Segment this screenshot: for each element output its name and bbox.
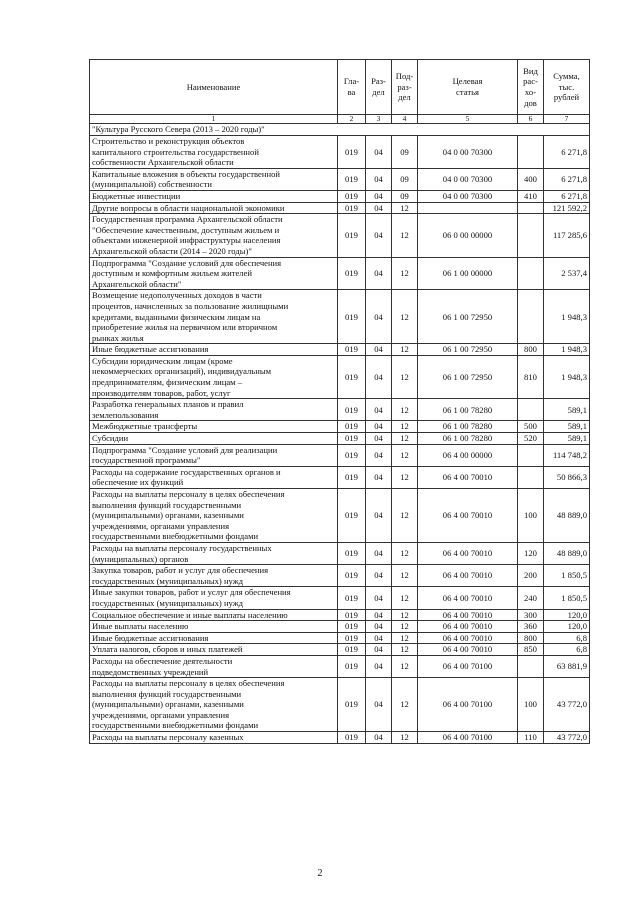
row-section: 04 [366, 214, 392, 257]
row-name: Строительство и реконструкция объектов капитального строительства государственной собственности Архангельской области [90, 136, 338, 169]
row-expense: 800 [518, 632, 544, 644]
row-target: 06 1 00 00000 [418, 257, 518, 290]
row-subsection: 12 [392, 609, 418, 621]
row-subsection: 12 [392, 732, 418, 744]
row-name: Расходы на содержание государственных органов и обеспечение их функций [90, 466, 338, 488]
row-name: Закупка товаров, работ и услуг для обеспечения государственных (муниципальных) нужд [90, 565, 338, 587]
row-chapter: 019 [338, 433, 366, 445]
row-chapter: 019 [338, 632, 366, 644]
row-subsection: 12 [392, 421, 418, 433]
row-sum: 120,0 [544, 609, 590, 621]
table-row [90, 257, 590, 290]
row-expense [518, 466, 544, 488]
row-subsection: 12 [392, 399, 418, 421]
row-target: 06 4 00 70010 [418, 621, 518, 633]
table-row [90, 344, 590, 356]
table-row [90, 587, 590, 609]
row-target: 06 4 00 70010 [418, 632, 518, 644]
row-expense: 240 [518, 587, 544, 609]
row-subsection: 12 [392, 433, 418, 445]
row-chapter: 019 [338, 421, 366, 433]
row-expense: 500 [518, 421, 544, 433]
row-sum: 2 537,4 [544, 257, 590, 290]
row-name: Подпрограмма "Создание условий для реализации государственной программы" [90, 444, 338, 466]
table-row [90, 732, 590, 744]
row-sum: 6 271,8 [544, 190, 590, 202]
table-row [90, 632, 590, 644]
row-sum: 43 772,0 [544, 732, 590, 744]
row-name: Государственная программа Архангельской области "Обеспечение качественным, доступным жильем и объектами инженерной инфраструктуры населения Архангельской области (2014 – 2020 годы)" [90, 214, 338, 257]
row-expense: 360 [518, 621, 544, 633]
row-section: 04 [366, 290, 392, 344]
table-row [90, 565, 590, 587]
row-expense [518, 214, 544, 257]
row-target: 06 4 00 70010 [418, 489, 518, 543]
row-sum: 1 850,5 [544, 565, 590, 587]
row-target: 06 4 00 70100 [418, 732, 518, 744]
row-target: 06 4 00 70100 [418, 655, 518, 677]
row-sum: 6,8 [544, 644, 590, 656]
row-chapter: 019 [338, 655, 366, 677]
row-section: 04 [366, 655, 392, 677]
row-target: 06 4 00 70010 [418, 644, 518, 656]
row-target: 06 0 00 00000 [418, 214, 518, 257]
row-name: Субсидии юридическим лицам (кроме некоммерческих организаций), индивидуальным предпринимателям, физическим лицам – производителям товаров, работ, услуг [90, 355, 338, 398]
row-name: Расходы на выплаты персоналу в целях обеспечения выполнения функций государственными (муниципальными) органами, казенными учреждениями, органами управления государственными внебюджетными фондами [90, 678, 338, 732]
row-section: 04 [366, 632, 392, 644]
row-expense: 810 [518, 355, 544, 398]
row-subsection: 12 [392, 632, 418, 644]
row-expense [518, 290, 544, 344]
row-chapter: 019 [338, 399, 366, 421]
column-number: 2 [338, 115, 366, 124]
row-expense: 300 [518, 609, 544, 621]
row-sum: 6 271,8 [544, 168, 590, 190]
row-target [418, 202, 518, 214]
row-target: 06 4 00 70010 [418, 542, 518, 564]
row-name: Иные бюджетные ассигнования [90, 632, 338, 644]
column-number: 7 [544, 115, 590, 124]
row-name: Бюджетные инвестиции [90, 190, 338, 202]
row-section: 04 [366, 489, 392, 543]
row-name: Подпрограмма "Создание условий для обеспечения доступным и комфортным жильем жителей Архангельской области" [90, 257, 338, 290]
row-subsection: 12 [392, 344, 418, 356]
row-chapter: 019 [338, 355, 366, 398]
column-number: 5 [418, 115, 518, 124]
row-target: 06 4 00 70010 [418, 565, 518, 587]
row-sum: 589,1 [544, 433, 590, 445]
row-target: 04 0 00 70300 [418, 190, 518, 202]
table-row [90, 399, 590, 421]
row-subsection: 12 [392, 290, 418, 344]
row-chapter: 019 [338, 678, 366, 732]
row-section: 04 [366, 621, 392, 633]
row-sum: 1 948,3 [544, 355, 590, 398]
row-sum: 63 881,9 [544, 655, 590, 677]
row-subsection: 09 [392, 190, 418, 202]
row-subsection: 12 [392, 214, 418, 257]
row-sum: 6,8 [544, 632, 590, 644]
row-section: 04 [366, 433, 392, 445]
row-expense: 400 [518, 168, 544, 190]
row-chapter: 019 [338, 190, 366, 202]
row-section: 04 [366, 678, 392, 732]
table-row [90, 542, 590, 564]
row-section: 04 [366, 190, 392, 202]
row-expense: 100 [518, 489, 544, 543]
row-section: 04 [366, 421, 392, 433]
row-chapter: 019 [338, 344, 366, 356]
row-expense: 850 [518, 644, 544, 656]
row-target: 04 0 00 70300 [418, 136, 518, 169]
table-row [90, 168, 590, 190]
table-row [90, 202, 590, 214]
row-section: 04 [366, 344, 392, 356]
table-row [90, 136, 590, 169]
row-target: 06 4 00 70010 [418, 609, 518, 621]
header-target: Целевая статья [418, 60, 518, 115]
row-sum: 1 948,3 [544, 344, 590, 356]
row-chapter: 019 [338, 732, 366, 744]
title-row [90, 124, 590, 136]
table-row [90, 444, 590, 466]
row-chapter: 019 [338, 609, 366, 621]
row-sum: 117 285,6 [544, 214, 590, 257]
row-chapter: 019 [338, 214, 366, 257]
row-expense: 800 [518, 344, 544, 356]
row-section: 04 [366, 136, 392, 169]
row-chapter: 019 [338, 168, 366, 190]
table-row [90, 355, 590, 398]
row-section: 04 [366, 466, 392, 488]
row-subsection: 12 [392, 542, 418, 564]
row-section: 04 [366, 168, 392, 190]
row-name: Иные закупки товаров, работ и услуг для обеспечения государственных (муниципальных) нужд [90, 587, 338, 609]
header-subsection: Под- раз- дел [392, 60, 418, 115]
table-row [90, 214, 590, 257]
row-name: Расходы на обеспечение деятельности подведомственных учреждений [90, 655, 338, 677]
table-header [90, 60, 590, 124]
row-section: 04 [366, 542, 392, 564]
column-number: 4 [392, 115, 418, 124]
row-subsection: 12 [392, 587, 418, 609]
row-sum: 50 866,3 [544, 466, 590, 488]
row-expense [518, 202, 544, 214]
table-row [90, 678, 590, 732]
row-subsection: 12 [392, 655, 418, 677]
row-target: 06 1 00 72950 [418, 355, 518, 398]
row-chapter: 019 [338, 542, 366, 564]
header-expense: Вид рас- хо- дов [518, 60, 544, 115]
row-target: 06 1 00 78280 [418, 399, 518, 421]
row-expense: 110 [518, 732, 544, 744]
row-subsection: 12 [392, 257, 418, 290]
row-sum: 48 889,0 [544, 542, 590, 564]
row-name: Капитальные вложения в объекты государственной (муниципальной) собственности [90, 168, 338, 190]
row-expense [518, 399, 544, 421]
program-title: "Культура Русского Севера (2013 – 2020 годы)" [90, 124, 590, 136]
row-expense: 520 [518, 433, 544, 445]
header-chapter: Гла- ва [338, 60, 366, 115]
row-expense: 200 [518, 565, 544, 587]
table-row [90, 421, 590, 433]
row-sum: 48 889,0 [544, 489, 590, 543]
row-subsection: 09 [392, 136, 418, 169]
row-chapter: 019 [338, 565, 366, 587]
row-chapter: 019 [338, 644, 366, 656]
table-row [90, 290, 590, 344]
row-chapter: 019 [338, 136, 366, 169]
page-number: 2 [317, 868, 323, 879]
row-expense [518, 136, 544, 169]
table-row [90, 609, 590, 621]
row-section: 04 [366, 732, 392, 744]
table-row [90, 466, 590, 488]
column-number-row [90, 115, 590, 124]
row-section: 04 [366, 257, 392, 290]
table-row [90, 433, 590, 445]
row-chapter: 019 [338, 257, 366, 290]
row-name: Социальное обеспечение и иные выплаты населению [90, 609, 338, 621]
row-name: Межбюджетные трансферты [90, 421, 338, 433]
row-name: Субсидии [90, 433, 338, 445]
row-expense: 120 [518, 542, 544, 564]
row-name: Иные выплаты населению [90, 621, 338, 633]
table-row [90, 621, 590, 633]
row-target: 06 1 00 72950 [418, 344, 518, 356]
row-subsection: 12 [392, 489, 418, 543]
row-chapter: 019 [338, 444, 366, 466]
table-row [90, 644, 590, 656]
table-row [90, 489, 590, 543]
column-number: 1 [90, 115, 338, 124]
row-name: Уплата налогов, сборов и иных платежей [90, 644, 338, 656]
row-chapter: 019 [338, 466, 366, 488]
row-name: Возмещение недополученных доходов в части процентов, начисленных за пользование жилищными кредитами, выданными физическим лицам на приобретение жилья на первичном или вторичном рынках жилья [90, 290, 338, 344]
header-sum: Сумма, тыс. рублей [544, 60, 590, 115]
row-target: 04 0 00 70300 [418, 168, 518, 190]
row-sum: 43 772,0 [544, 678, 590, 732]
row-expense: 100 [518, 678, 544, 732]
row-section: 04 [366, 399, 392, 421]
row-expense [518, 257, 544, 290]
row-subsection: 12 [392, 644, 418, 656]
header-name: Наименование [90, 60, 338, 115]
column-number: 6 [518, 115, 544, 124]
table-row [90, 190, 590, 202]
row-sum: 120,0 [544, 621, 590, 633]
column-number: 3 [366, 115, 392, 124]
row-section: 04 [366, 644, 392, 656]
row-subsection: 12 [392, 355, 418, 398]
row-subsection: 09 [392, 168, 418, 190]
row-chapter: 019 [338, 202, 366, 214]
budget-table [89, 59, 590, 744]
header-section: Раз- дел [366, 60, 392, 115]
row-sum: 589,1 [544, 421, 590, 433]
row-target: 06 1 00 78280 [418, 433, 518, 445]
row-subsection: 12 [392, 565, 418, 587]
row-subsection: 12 [392, 202, 418, 214]
row-sum: 6 271,8 [544, 136, 590, 169]
row-chapter: 019 [338, 489, 366, 543]
row-name: Расходы на выплаты персоналу казенных [90, 732, 338, 744]
row-name: Другие вопросы в области национальной экономики [90, 202, 338, 214]
table-body [90, 124, 590, 743]
row-section: 04 [366, 609, 392, 621]
row-sum: 1 948,3 [544, 290, 590, 344]
row-chapter: 019 [338, 587, 366, 609]
row-expense: 410 [518, 190, 544, 202]
table-row [90, 655, 590, 677]
row-name: Иные бюджетные ассигнования [90, 344, 338, 356]
row-name: Расходы на выплаты персоналу в целях обеспечения выполнения функций государственными (муниципальными) органами, казенными учреждениями, органами управления государственными внебюджетными фондами [90, 489, 338, 543]
row-name: Расходы на выплаты персоналу государственных (муниципальных) органов [90, 542, 338, 564]
row-expense [518, 655, 544, 677]
row-section: 04 [366, 355, 392, 398]
row-target: 06 1 00 72950 [418, 290, 518, 344]
row-target: 06 1 00 78280 [418, 421, 518, 433]
row-expense [518, 444, 544, 466]
row-section: 04 [366, 565, 392, 587]
row-subsection: 12 [392, 678, 418, 732]
row-sum: 589,1 [544, 399, 590, 421]
row-section: 04 [366, 202, 392, 214]
row-section: 04 [366, 587, 392, 609]
row-sum: 114 748,2 [544, 444, 590, 466]
row-target: 06 4 00 00000 [418, 444, 518, 466]
row-target: 06 4 00 70010 [418, 587, 518, 609]
row-sum: 121 592,2 [544, 202, 590, 214]
row-chapter: 019 [338, 621, 366, 633]
row-sum: 1 850,5 [544, 587, 590, 609]
row-target: 06 4 00 70010 [418, 466, 518, 488]
row-chapter: 019 [338, 290, 366, 344]
row-name: Разработка генеральных планов и правил землепользования [90, 399, 338, 421]
row-subsection: 12 [392, 466, 418, 488]
row-subsection: 12 [392, 444, 418, 466]
row-subsection: 12 [392, 621, 418, 633]
row-section: 04 [366, 444, 392, 466]
row-target: 06 4 00 70100 [418, 678, 518, 732]
